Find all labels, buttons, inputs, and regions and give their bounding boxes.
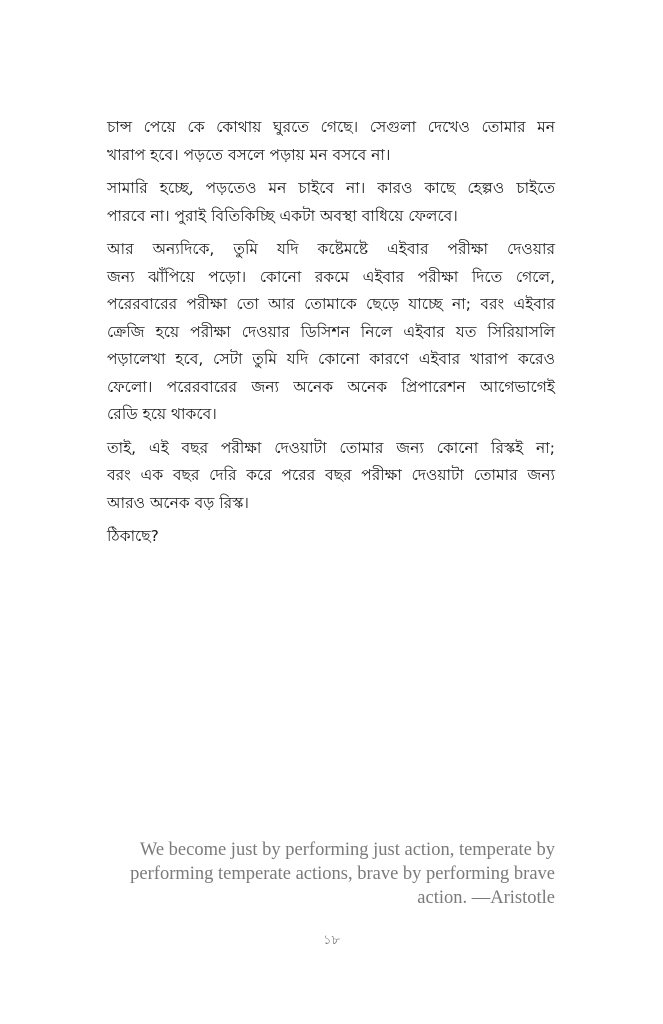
quote-line: performing temperate actions, brave by performing brave [130, 864, 555, 884]
text-line: খারাপ হবে। পড়তে বসলে পড়ায় মন বসবে না। [107, 145, 391, 164]
body-text [107, 114, 555, 557]
text-line: রেডি হয়ে থাকবে। [107, 405, 217, 423]
text-line: আরও অনেক বড় রিস্ক। [107, 493, 249, 512]
paragraph-5 [107, 523, 555, 551]
paragraph-3 [107, 236, 555, 429]
text-line: জন্য ঝাঁপিয়ে পড়ো। কোনো রকমে এইবার পরীক্ষা দিতে গেলে, [107, 267, 555, 286]
paragraph-1 [107, 114, 555, 169]
text-line: ঠিকাছে? [107, 527, 159, 545]
text-line: ফেলো। পরেরবারের জন্য অনেক অনেক প্রিপারেশন আগেভাগেই [107, 377, 555, 396]
epigraph-quote [120, 838, 555, 910]
paragraph-2 [107, 175, 555, 230]
text-line: আর অন্যদিকে, তুমি যদি কষ্টেমষ্টে এইবার পরীক্ষা দেওয়ার [107, 240, 555, 258]
text-line: বরং এক বছর দেরি করে পরের বছর পরীক্ষা দেওয়াটা তোমার জন্য [107, 466, 555, 484]
text-line: তাই, এই বছর পরীক্ষা দেওয়াটা তোমার জন্য কোনো রিস্কই না; [107, 438, 555, 457]
quote-line: action. —Aristotle [417, 888, 555, 908]
text-line: পরেরবারের পরীক্ষা তো আর তোমাকে ছেড়ে যাচ্ছে না; বরং এইবার [107, 295, 555, 313]
paragraph-4 [107, 435, 555, 518]
text-line: পড়ালেখা হবে, সেটা তুমি যদি কোনো কারণে এইবার খারাপ করেও [107, 350, 555, 368]
text-line: পারবে না। পুরাই বিতিকিচ্ছি একটা অবস্থা বাধিয়ে ফেলবে। [107, 206, 458, 225]
text-line: সামারি হচ্ছে, পড়তেও মন চাইবে না। কারও কাছে হেল্পও চাইতে [107, 179, 555, 197]
text-line: চান্স পেয়ে কে কোথায় ঘুরতে গেছে। সেগুলা দেখেও তোমার মন [107, 118, 555, 136]
page-number: ১৮ [323, 933, 340, 948]
quote-line: We become just by performing just action, temperate by [139, 840, 555, 860]
text-line: ক্রেজি হয়ে পরীক্ষা দেওয়ার ডিসিশন নিলে এইবার যত সিরিয়াসলি [107, 322, 555, 341]
